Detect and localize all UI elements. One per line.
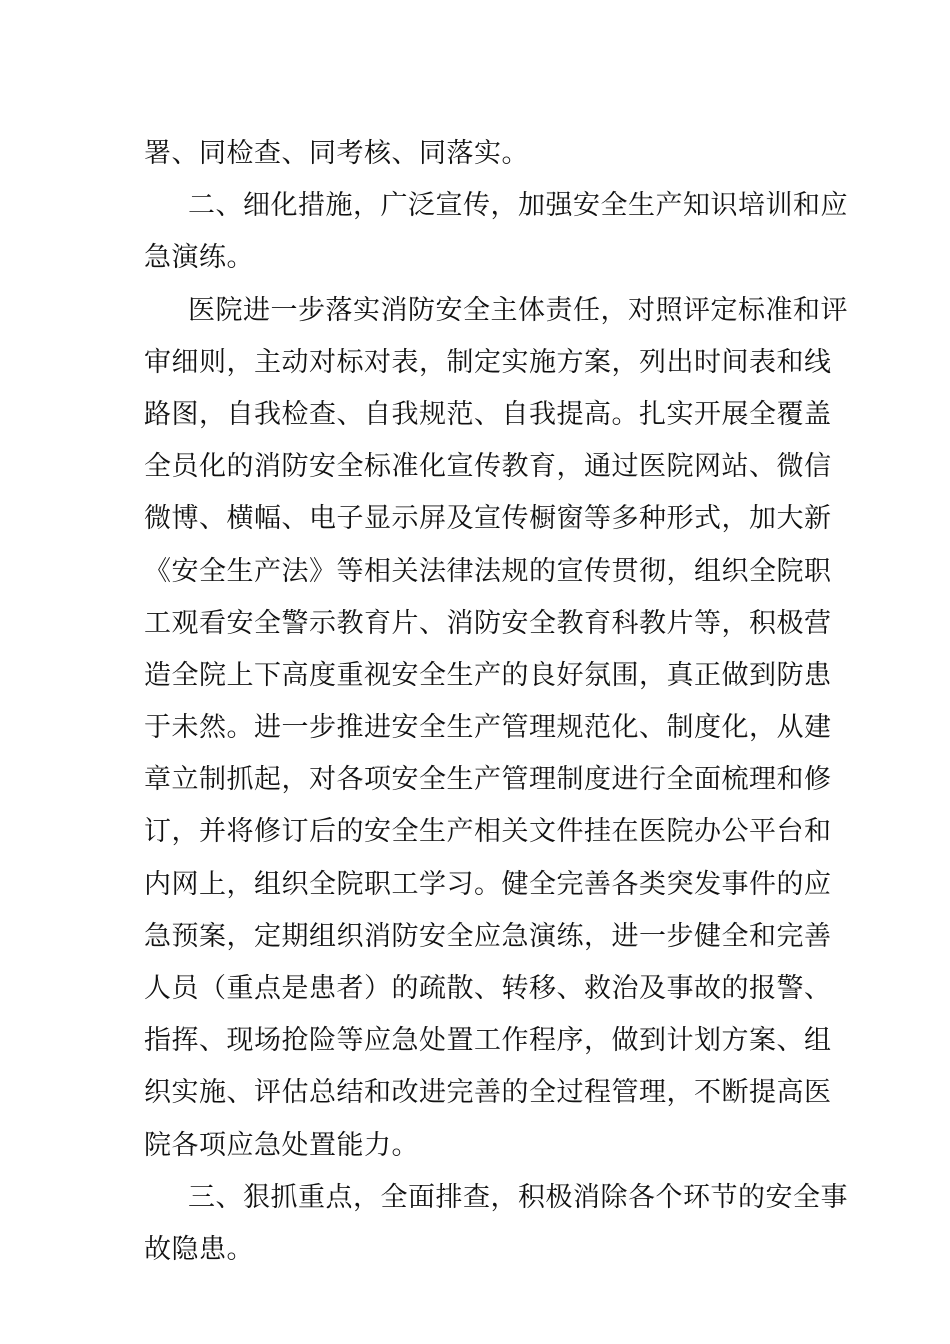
paragraph-line: 急预案，定期组织消防安全应急演练，进一步健全和完善 — [144, 920, 832, 952]
paragraph-line: 全员化的消防安全标准化宣传教育，通过医院网站、微信 — [144, 451, 832, 483]
section-heading-line: 急演练。 — [144, 242, 254, 274]
paragraph-line: 造全院上下高度重视安全生产的良好氛围，真正做到防患 — [144, 659, 832, 691]
paragraph-line: 路图，自我检查、自我规范、自我提高。扎实开展全覆盖 — [144, 398, 832, 430]
paragraph-line: 订，并将修订后的安全生产相关文件挂在医院办公平台和 — [144, 816, 832, 848]
paragraph-line: 审细则，主动对标对表，制定实施方案，列出时间表和线 — [144, 346, 832, 378]
text-line: 署、同检查、同考核、同落实。 — [144, 138, 529, 169]
paragraph-line: 人员（重点是患者）的疏散、转移、救治及事故的报警、 — [144, 973, 832, 1004]
section-heading-line: 三、狠抓重点，全面排查，积极消除各个环节的安全事 — [188, 1181, 848, 1213]
paragraph-line: 微博、横幅、电子显示屏及宣传橱窗等多种形式，加大新 — [144, 503, 832, 535]
paragraph-line: 内网上，组织全院职工学习。健全完善各类突发事件的应 — [144, 868, 832, 900]
paragraph-line: 指挥、现场抢险等应急处置工作程序，做到计划方案、组 — [144, 1025, 832, 1057]
document-body — [144, 128, 848, 1276]
section-heading-line: 二、细化措施，广泛宣传，加强安全生产知识培训和应 — [188, 190, 848, 222]
paragraph-line: 医院进一步落实消防安全主体责任，对照评定标准和评 — [188, 294, 848, 326]
paragraph-line: 章立制抓起，对各项安全生产管理制度进行全面梳理和修 — [144, 764, 832, 796]
paragraph-line: 织实施、评估总结和改进完善的全过程管理，不断提高医 — [144, 1077, 832, 1109]
paragraph-line: 工观看安全警示教育片、消防安全教育科教片等，积极营 — [144, 607, 832, 639]
section-heading-line: 故隐患。 — [144, 1233, 254, 1265]
paragraph-line: 《安全生产法》等相关法律法规的宣传贯彻，组织全院职 — [144, 555, 832, 587]
paragraph-line: 院各项应急处置能力。 — [144, 1129, 419, 1161]
paragraph-line: 于未然。进一步推进安全生产管理规范化、制度化，从建 — [144, 712, 832, 744]
